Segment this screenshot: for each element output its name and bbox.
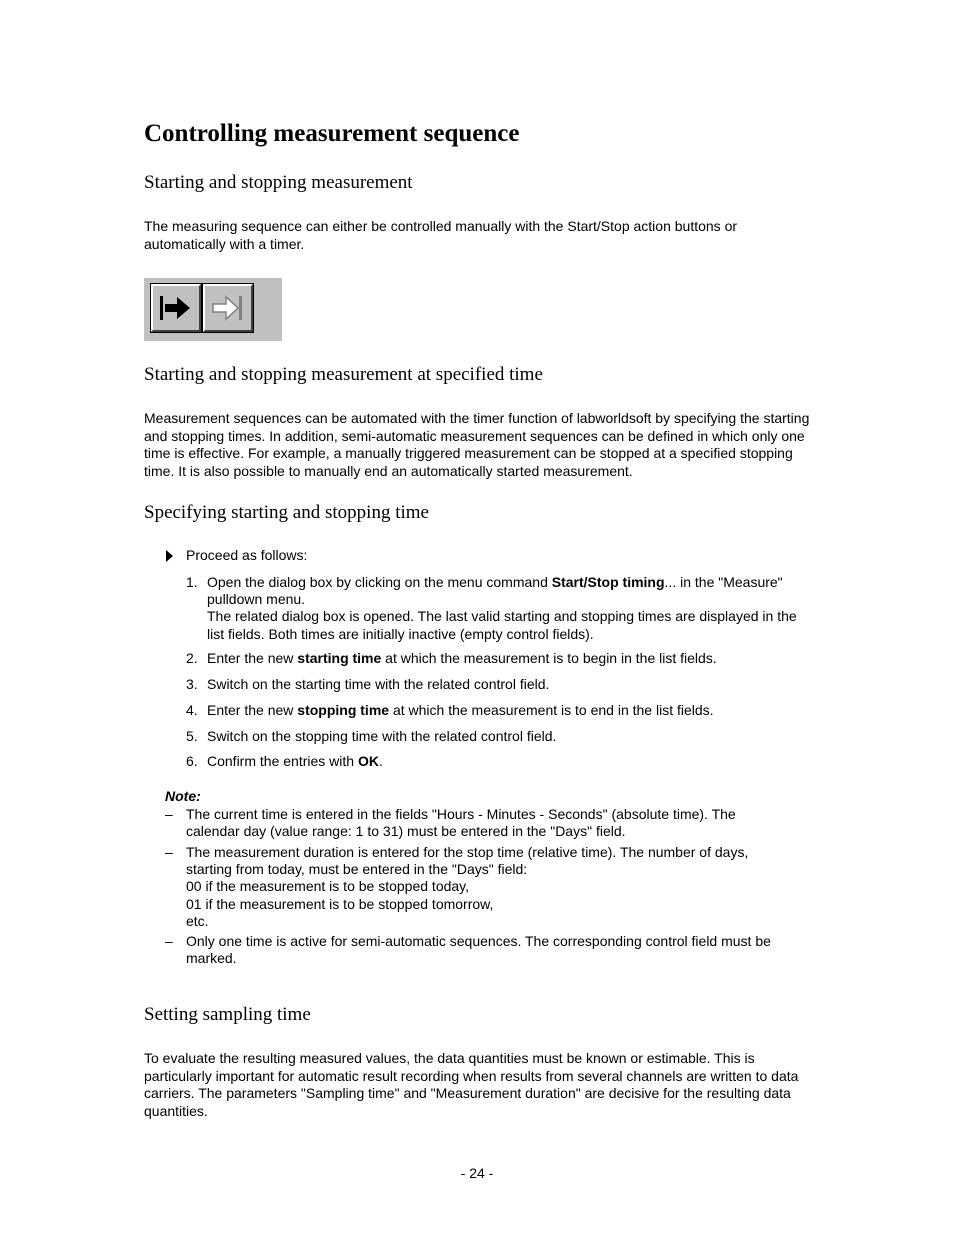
dash-bullet: – [165,806,173,822]
step-text: Switch on the stopping time with the related control field. [207,728,557,744]
step-number: 3. [186,676,198,692]
step-detail: The related dialog box is opened. The last valid starting and stopping times are displayed in the list fields. Both times are initially inactive (empty control fields). [207,608,797,642]
page-number: - 24 - [460,1165,494,1181]
step-number: 1. [186,574,198,590]
section-body-start-stop: The measuring sequence can either be controlled manually with the Start/Stop action buttons or automatically with a timer. [144,218,738,252]
note-text: The measurement duration is entered for the stop time (relative time). The number of days, starting from today, must be entered in the "Days" field: 00 if the measurement is to be stopped today, 01 if the measurement is to be stopped tomorrow, etc. [186,844,749,929]
instruction-arrow-icon [166,550,173,562]
section-heading-start-stop: Starting and stopping measurement [144,172,413,193]
section-heading-specified-time: Starting and stopping measurement at specified time [144,364,543,385]
step-number: 4. [186,702,198,718]
dash-bullet: – [165,844,173,860]
dash-bullet: – [165,933,173,949]
step-text: Switch on the starting time with the related control field. [207,676,550,692]
step-number: 5. [186,728,198,744]
note-text: Only one time is active for semi-automatic sequences. The corresponding control field must be marked. [186,933,771,967]
step-text: Enter the new stopping time at which the measurement is to end in the list fields. [207,702,714,718]
section-heading-specifying-time: Specifying starting and stopping time [144,502,429,523]
page-title: Controlling measurement sequence [144,120,520,147]
note-text: The current time is entered in the fields "Hours - Minutes - Seconds" (absolute time). The calendar day (value range: 1 to 31) must be entered in the "Days" field. [186,806,736,840]
section-body-specified-time: Measurement sequences can be automated with the timer function of labworldsoft by specifying the starting and stopping times. In addition, semi-automatic measurement sequences can be defined in which only one time is effective. For example, a manually triggered measurement can be stopped at a specified stopping time. It is also possible to manually end an automatically started measurement. [144,410,810,479]
section-body-sampling-time: To evaluate the resulting measured values, the data quantities must be known or estimable. This is particularly important for automatic result recording when results from several channels are written to data carriers. The parameters "Sampling time" and "Measurement duration" are decisive for the resulting data quantities. [144,1050,799,1119]
instruction-intro: Proceed as follows: [186,547,308,563]
section-heading-sampling-time: Setting sampling time [144,1004,311,1025]
step-text: Confirm the entries with OK. [207,753,383,769]
stop-button[interactable] [203,284,253,332]
start-button[interactable] [151,284,201,332]
step-number: 2. [186,650,198,666]
note-label: Note: [165,788,201,804]
step-text: Enter the new starting time at which the measurement is to begin in the list fields. [207,650,717,666]
step-text: Open the dialog box by clicking on the menu command Start/Stop timing... in the "Measure" pulldown menu. The related dialog box is opened. The last valid starting and stopping times are displayed in the list fields. Both times are initially inactive (empty control fields). [207,574,797,642]
start-stop-toolbar [144,278,282,341]
step-number: 6. [186,753,198,769]
